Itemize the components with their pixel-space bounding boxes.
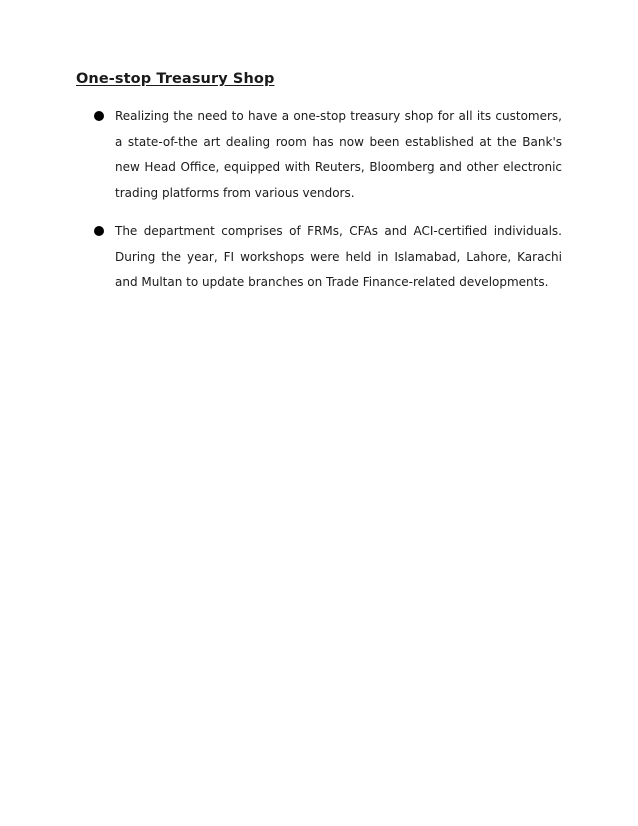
list-item (94, 104, 562, 206)
bullet-list (94, 104, 562, 309)
bullet-text: The department comprises of FRMs, CFAs and ACI-certified individuals. During the year, FI workshops were held in Islamabad, Lahore, Karachi and Multan to update branches on Trade Finance-related developments. (115, 224, 562, 289)
bullet-text: Realizing the need to have a one-stop treasury shop for all its customers, a state-of-the art dealing room has now been established at the Bank's new Head Office, equipped with Reuters, Bloomberg and other electronic trading platforms from various vendors. (115, 109, 562, 200)
list-item (94, 219, 562, 296)
bullet-icon (94, 111, 104, 121)
section-heading: One-stop Treasury Shop (76, 71, 275, 87)
bullet-icon (94, 226, 104, 236)
